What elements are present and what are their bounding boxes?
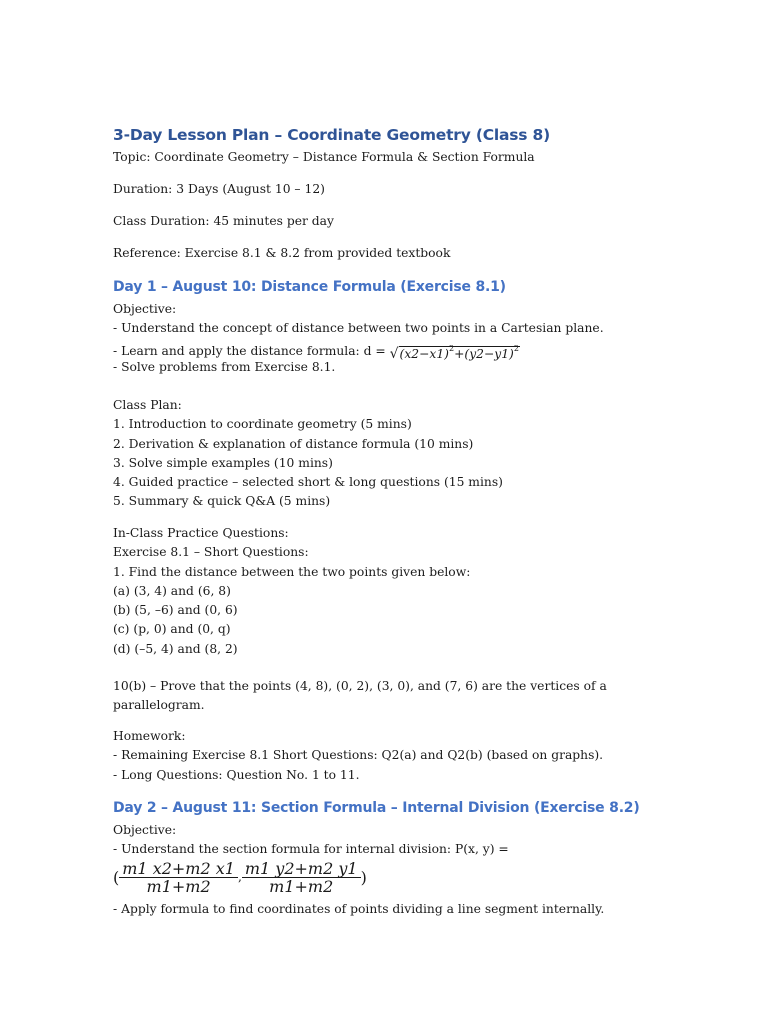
practice-label: In-Class Practice Questions: [113,526,289,540]
day2-objective-label: Objective: [113,823,177,837]
day2-objective-2: - Apply formula to find coordinates of points dividing a line segment internally. [113,902,605,916]
plan-item: 4. Guided practice – selected short & long questions (15 mins) [113,475,503,490]
topic-text: Topic: Coordinate Geometry – Distance Formula & Section Formula [113,150,535,164]
section-paren-close: ) [360,868,367,887]
fraction-y-numerator: m1 y2+m2 y1 [242,860,361,878]
paren-close-2: ) [509,346,514,361]
section-formula [113,860,728,898]
day1-objective-2 [113,339,728,362]
class-duration-text: Class Duration: 45 minutes per day [113,214,334,228]
formula-x-term: x2−x1 [404,346,445,361]
fraction-x-numerator: m1 x2+m2 x1 [119,860,238,878]
day2-objective-1: - Understand the section formula for internal division: P(x, y) = [113,842,509,857]
homework-item: - Remaining Exercise 8.1 Short Questions: Q2(a) and Q2(b) (based on graphs). [113,748,604,763]
day1-objective-label: Objective: [113,302,177,316]
section-paren-open: ( [113,868,120,887]
question-part: (a) (3, 4) and (6, 8) [113,583,231,598]
day2-objective-block [113,821,728,860]
duration-text: Duration: 3 Days (August 10 – 12) [113,182,325,196]
sqrt-symbol: √ [389,345,399,362]
question-1: 1. Find the distance between the two points given below: [113,564,471,579]
question-part: (c) (p, 0) and (0, q) [113,622,231,637]
formula-exp-2: 2 [513,343,519,353]
paren-open-1: ( [399,346,405,361]
paren-open-2: ( [464,346,470,361]
reference-line [113,244,728,263]
document-title: 3-Day Lesson Plan – Coordinate Geometry (Class 8) [113,126,550,144]
question-10b-line2: parallelogram. [113,698,205,713]
plan-item: 1. Introduction to coordinate geometry (5 mins) [113,417,412,432]
reference-text: Reference: Exercise 8.1 & 8.2 from provided textbook [113,246,451,260]
homework-label: Homework: [113,729,186,743]
exercise-label: Exercise 8.1 – Short Questions: [113,545,309,560]
day1-objective-3: - Solve problems from Exercise 8.1. [113,359,336,374]
day1-class-plan [113,396,728,512]
distance-formula-prefix: - Learn and apply the distance formula: d = [113,343,390,358]
plan-item: 3. Solve simple examples (10 mins) [113,455,333,470]
day1-practice [113,524,728,659]
formula-plus: + [454,346,465,361]
duration-line [113,180,728,199]
day1-heading: Day 1 – August 10: Distance Formula (Exercise 8.1) [113,279,506,295]
fraction-y-denominator: m1+m2 [269,877,334,896]
class-plan-label: Class Plan: [113,398,182,412]
plan-item: 5. Summary & quick Q&A (5 mins) [113,494,331,509]
topic-line [113,148,728,167]
question-10b [113,677,728,716]
section-fraction-x [119,860,238,895]
paren-close-1: ) [444,346,449,361]
section-fraction-y [242,860,361,895]
class-duration-line [113,212,728,231]
fraction-x-denominator: m1+m2 [146,877,211,896]
question-10b-line1: 10(b) – Prove that the points (4, 8), (0, 2), (3, 0), and (7, 6) are the vertices of a [113,679,607,693]
day2-objective-2-block [113,900,728,919]
day1-homework [113,727,728,785]
homework-item: - Long Questions: Question No. 1 to 11. [113,767,360,782]
day1-objective-block [113,300,728,377]
distance-formula [390,339,520,364]
day2-heading: Day 2 – August 11: Section Formula – Internal Division (Exercise 8.2) [113,800,640,816]
formula-exp-1: 2 [448,343,455,353]
plan-item: 2. Derivation & explanation of distance formula (10 mins) [113,436,474,451]
question-part: (b) (5, –6) and (0, 6) [113,603,238,618]
question-part: (d) (–5, 4) and (8, 2) [113,641,238,656]
day1-objective-1: - Understand the concept of distance between two points in a Cartesian plane. [113,321,604,336]
formula-y-term: y2−y1 [469,346,510,361]
section-comma: , [237,869,242,884]
